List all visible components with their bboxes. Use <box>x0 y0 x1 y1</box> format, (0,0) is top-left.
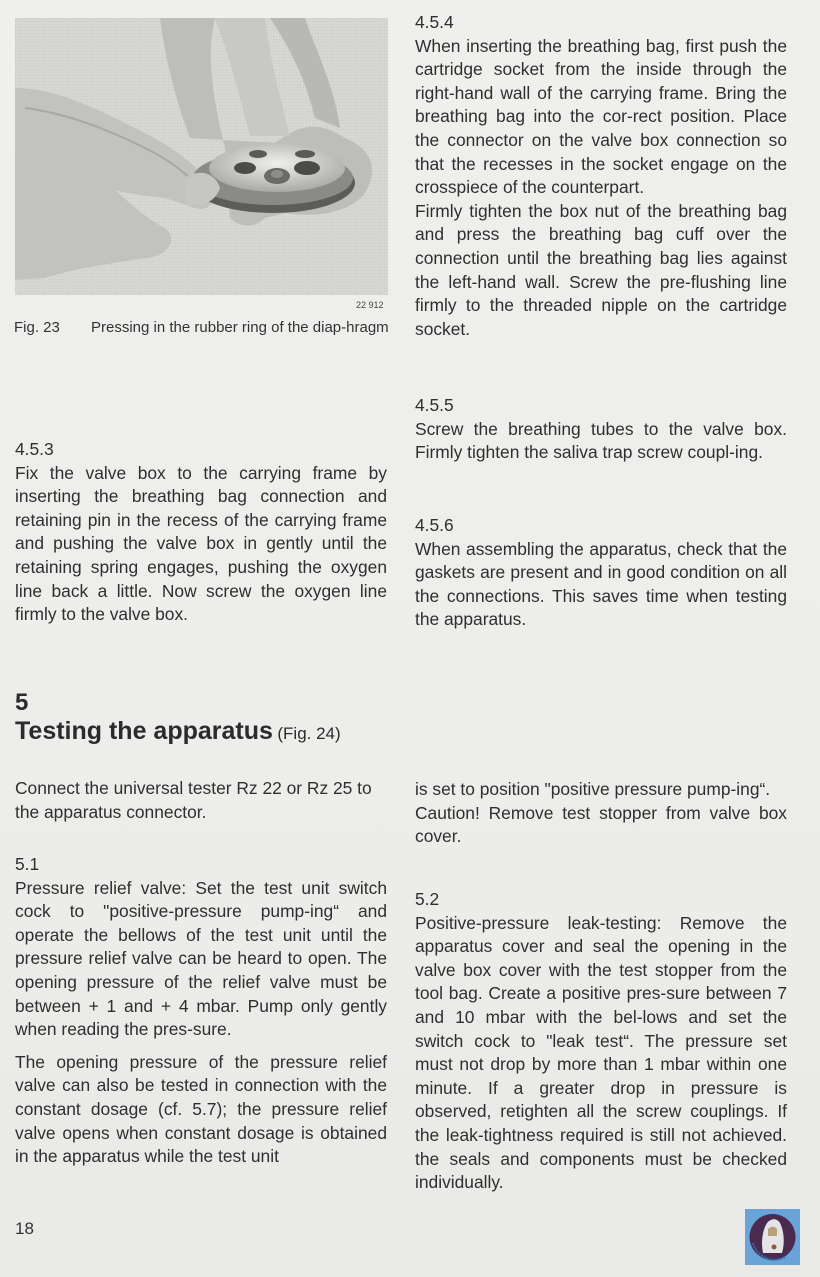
diaphragm-photo-illustration <box>15 18 388 295</box>
diver-helmet-icon <box>745 1209 800 1265</box>
section-4-5-6 <box>415 514 787 632</box>
section-text: Screw the breathing tubes to the valve box. Firmly tighten the saliva trap screw coupl-ing. <box>415 418 787 463</box>
figure-label: Fig. 23 <box>14 319 60 336</box>
section-text: Positive-pressure leak-testing: Remove the apparatus cover and seal the opening in the valve box cover with the test stopper from the tool bag. Create a positive pres-sure between 7 and 10 mbar with the bel-lows and set the switch cock to "leak test“. The pressure set must not drop by more than 1 mbar within one minute. If a greater drop in pressure is observed, retighten all the screw couplings. If the leak-tightness required is still not achieved. the seals and components must be checked individually. <box>415 912 787 1193</box>
section-number: 4.5.4 <box>415 12 454 32</box>
caution-text: Caution! Remove test stopper from valve box cover. <box>415 802 787 847</box>
section-text: When inserting the breathing bag, first push the cartridge socket from the inside through the right-hand wall of the carrying frame. Bring the breathing bag into the cor-rect position. Place the connector on the valve box connection so that the recesses in the socket engage on the crosspiece of the counterpart. <box>415 35 787 198</box>
section-5-2 <box>415 888 787 1195</box>
section-text-continued: is set to position "positive pressure pump-ing“. <box>415 779 771 799</box>
watermark-logo <box>745 1209 800 1265</box>
section-5-1-continued <box>415 778 787 849</box>
section-number: 5.1 <box>15 854 40 874</box>
section-4-5-5 <box>415 394 787 465</box>
figure-caption <box>14 318 394 337</box>
figure-caption-text: Pressing in the rubber ring of the diap-hragm <box>91 319 389 336</box>
chapter-heading <box>15 690 415 746</box>
section-text-continued: The opening pressure of the pressure relief valve can also be tested in connection with the constant dosage (cf. 5.7); the pressure relief valve opens when constant dosage is obtained in the apparatus while the test unit <box>15 1051 387 1167</box>
section-5-1 <box>15 853 387 1169</box>
section-4-5-4 <box>415 11 787 341</box>
page-number: 18 <box>15 1219 34 1238</box>
section-text: Pressure relief valve: Set the test unit switch cock to "positive-pressure pump-ing“ and operate the bellows of the test unit until the pressure relief valve can be heard to open. The opening pressure of the relief valve must be between + 1 and + 4 mbar. Pump only gently when reading the pres-sure. <box>15 877 387 1040</box>
section-4-5-3 <box>15 438 387 627</box>
figure-photo <box>15 18 388 295</box>
figure-image-number: 22 912 <box>356 300 384 310</box>
section-text: Fix the valve box to the carrying frame by inserting the breathing bag connection and retaining pin in the recess of the carrying frame and pushing the valve box in gently until the retaining spring engages, pushing the oxygen line back a little. Now screw the oxygen line firmly to the valve box. <box>15 462 387 625</box>
chapter-title: Testing the apparatus <box>15 717 273 745</box>
chapter-number: 5 <box>15 689 29 716</box>
intro-text: Connect the universal tester Rz 22 or Rz 25 to the apparatus connector. <box>15 778 372 822</box>
section-text-continued: Firmly tighten the box nut of the breathing bag and press the breathing bag cuff over the connection until the breathing bag lies against the left-hand wall. Screw the pre-flushing line firmly to the threaded nipple on the cartridge socket. <box>415 200 787 339</box>
section-text: When assembling the apparatus, check that the gaskets are present and in good condition on all the connections. This saves time when testing the apparatus. <box>415 538 787 630</box>
section-number: 4.5.6 <box>415 515 454 535</box>
section-number: 5.2 <box>415 889 440 909</box>
section-number: 4.5.3 <box>15 439 54 459</box>
chapter-figure-ref: (Fig. 24) <box>277 724 341 743</box>
section-number: 4.5.5 <box>415 395 454 415</box>
chapter-intro <box>15 777 387 824</box>
